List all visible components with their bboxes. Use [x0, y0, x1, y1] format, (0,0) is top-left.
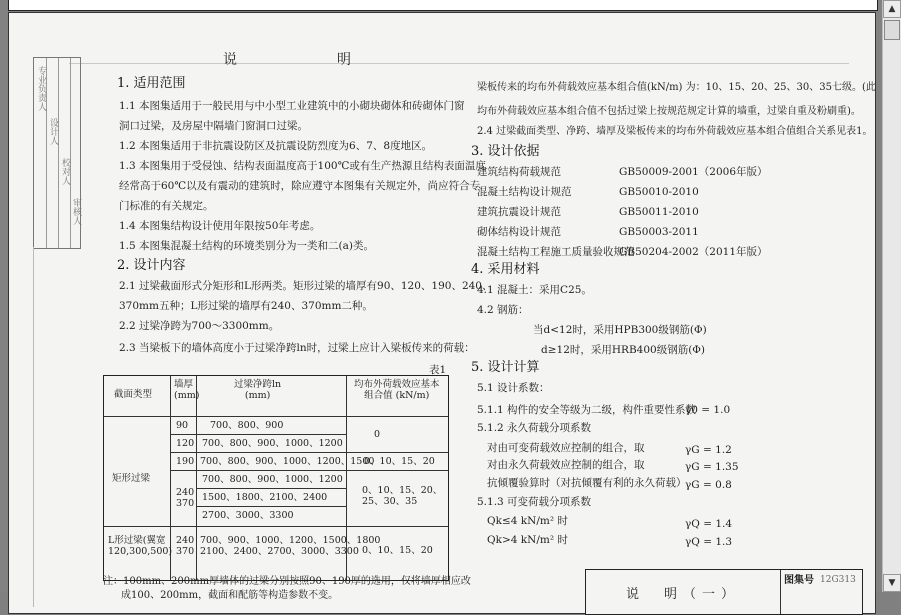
table-cell: 0、10、15、20	[364, 456, 435, 467]
table-cell: 1500、1800、2100、2400	[202, 492, 328, 503]
coefficient-value: γG = 1.35	[685, 461, 739, 473]
table-rule	[196, 506, 346, 507]
table-rule	[170, 434, 346, 435]
table-rule	[170, 470, 448, 471]
table-header: 过梁净跨ln (mm)	[234, 379, 282, 401]
paragraph: Qk≤4 kN/m² 时	[487, 515, 568, 527]
code-name: 建筑抗震设计规范	[477, 206, 561, 218]
table-rule	[170, 452, 448, 453]
paragraph: Qk>4 kN/m² 时	[487, 534, 568, 546]
section-heading: 5. 设计计算	[471, 360, 540, 375]
paragraph: 均布外荷载效应基本组合值不包括过梁上按规范规定计算的墙重，过梁自重及粉刷重)。	[477, 106, 861, 117]
table-rule	[104, 526, 448, 527]
paragraph: 1.2 本图集适用于非抗震设防区及抗震设防烈度为6、7、8度地区。	[119, 140, 433, 152]
paragraph: 梁板传来的均布外荷载效应基本组合值(kN/m) 为：10、15、20、25、30、35七级。(此	[477, 82, 876, 93]
code-name: 砌体结构设计规范	[477, 226, 561, 238]
table-note: 成100、200mm，截面和配筋等构造参数不变。	[121, 590, 339, 601]
paragraph: 2.4 过梁截面类型、净跨、墙厚及梁板传来的均布外荷载效应基本组合值组合关系见表1。	[477, 126, 873, 137]
paragraph: 洞口过梁，及房屋中隔墙门窗洞口过梁。	[119, 120, 308, 132]
table-cell: 矩形过梁	[112, 473, 151, 484]
page-left-rule	[33, 247, 34, 607]
paragraph: 4.2 钢筋：	[477, 304, 529, 316]
sidebar-label: 校对人	[60, 158, 70, 185]
paragraph: 抗倾覆验算时（对抗倾覆有利的永久荷载）	[487, 477, 687, 489]
section-heading: 4. 采用材料	[471, 262, 540, 277]
table-rule	[104, 416, 448, 417]
code-number: GB50204-2002（2011年版）	[619, 246, 768, 258]
code-name: 混凝土结构工程施工质量验收规范	[477, 246, 635, 258]
code-number: GB50009-2001（2006年版）	[619, 166, 768, 178]
code-name: 混凝土结构设计规范	[477, 186, 572, 198]
section-heading: 1. 适用范围	[117, 76, 186, 91]
scroll-up-button[interactable]	[883, 0, 901, 18]
code-name: 建筑结构荷载规范	[477, 166, 561, 178]
paragraph: 5.1.1 构件的安全等级为二级，构件重要性系数	[477, 404, 697, 416]
signature-column	[33, 57, 81, 249]
paragraph: 2.2 过梁净跨为700～3300mm。	[119, 320, 280, 332]
table-cell: 0	[374, 429, 381, 440]
sidebar-divider	[57, 58, 59, 248]
paragraph: 370mm五种；L形过梁的墙厚有240、370mm二种。	[119, 300, 373, 312]
span-load-table	[103, 375, 449, 581]
page-title: 说 明	[223, 52, 375, 68]
code-number: GB50010-2010	[619, 186, 699, 198]
paragraph: 门标准的有关规定。	[119, 200, 214, 212]
paragraph: 1.1 本图集适用于一般民用与中小型工业建筑中的小砌块砌体和砖砌体门窗	[119, 100, 465, 112]
table-cell: 700、800、900、1000、1200	[202, 438, 343, 449]
sidebar-label: 设计人	[48, 118, 58, 145]
table-header: 均布外荷载效应基本 组合值 (kN/m)	[354, 379, 440, 401]
title-block-rule	[780, 570, 781, 614]
scroll-thumb[interactable]	[884, 20, 900, 40]
section-heading: 2. 设计内容	[117, 258, 186, 273]
paragraph: 2.3 当梁板下的墙体高度小于过梁净跨ln时，过梁上应计入梁板传来的荷载：	[119, 342, 475, 354]
table-cell: 700、900、1000、1200、1500、1800 2100、2400、2700、3000、3300	[200, 535, 381, 557]
table-cell: 0、10、15、20	[362, 545, 433, 556]
paragraph: 5.1 设计系数：	[477, 382, 550, 394]
section-heading: 3. 设计依据	[471, 144, 540, 159]
scroll-down-button[interactable]	[883, 574, 901, 592]
previous-page-edge	[8, 0, 878, 11]
page-top-rule	[69, 63, 849, 64]
atlas-number-label: 图集号	[784, 575, 814, 586]
table-rule	[196, 488, 346, 489]
sidebar-label: 审核人	[71, 198, 81, 225]
paragraph: 1.5 本图集混凝土结构的环境类别分为一类和二(a)类。	[119, 240, 374, 252]
paragraph: 5.1.2 永久荷载分项系数	[477, 422, 592, 434]
table-cell: 0、10、15、20、 25、30、35	[362, 485, 443, 507]
coefficient-value: γG = 1.2	[685, 444, 732, 456]
vertical-scrollbar[interactable]	[882, 0, 901, 592]
table-header: 截面类型	[114, 389, 153, 400]
table-cell: 190	[176, 456, 195, 467]
drawing-title-block	[585, 569, 863, 615]
paragraph: 5.1.3 可变荷载分项系数	[477, 496, 592, 508]
paragraph: 对由永久荷载效应控制的组合，取	[487, 459, 645, 471]
table-cell: 90	[176, 420, 189, 431]
paragraph: 1.3 本图集用于受侵蚀、结构表面温度高于100℃或有生产热源且结构表面温度	[119, 160, 486, 172]
arrow-up-icon: ▲	[888, 4, 896, 14]
paragraph: 经常高于60℃以及有震动的建筑时，除应遵守本图集有关规定外，尚应符合专	[119, 180, 481, 192]
table-cell: L形过梁(翼宽 120,300,500)	[108, 535, 173, 557]
paragraph: 1.4 本图集结构设计使用年限按50年考虑。	[119, 220, 321, 232]
atlas-number-value: 12G313	[820, 575, 856, 585]
table-cell: 700、800、900	[210, 420, 284, 431]
table-rule	[196, 376, 197, 580]
table-cell: 700、800、900、1000、1200、1500	[200, 456, 375, 467]
paragraph: 当d<12时，采用HPB300级钢筋(Φ)	[533, 324, 707, 336]
table-cell: 700、800、900、1000、1200	[202, 474, 343, 485]
code-number: GB50003-2011	[619, 226, 699, 238]
sidebar-label: 专业负责人	[36, 66, 46, 111]
paragraph: 4.1 混凝土：采用C25。	[477, 284, 592, 296]
paragraph: d≥12时，采用HRB400级钢筋(Φ)	[541, 344, 706, 356]
coefficient-value: γQ = 1.3	[685, 536, 733, 548]
table-header: 墙厚 (mm)	[174, 379, 200, 401]
arrow-down-icon: ▼	[888, 578, 896, 588]
coefficient-value: γG = 0.8	[685, 479, 732, 491]
coefficient-value: γQ = 1.4	[685, 518, 733, 530]
table-cell: 240 370	[176, 535, 195, 557]
title-block-title: 说 明（一）	[626, 587, 741, 602]
coefficient-value: γ0 = 1.0	[685, 404, 731, 416]
table-label: 表1	[429, 364, 447, 376]
paragraph: 2.1 过梁截面形式分矩形和L形两类。矩形过梁的墙厚有90、120、190、240、	[119, 280, 493, 292]
table-cell: 2700、3000、3300	[202, 510, 294, 521]
table-note: 注：100mm、200mm厚墙体的过梁分别按照90、190厚的选用，仅将墙厚相应改	[103, 576, 471, 587]
table-cell: 240 370	[176, 487, 195, 509]
code-number: GB50011-2010	[619, 206, 699, 218]
document-page	[8, 12, 876, 614]
paragraph: 对由可变荷载效应控制的组合，取	[487, 442, 645, 454]
table-cell: 120	[176, 438, 195, 449]
